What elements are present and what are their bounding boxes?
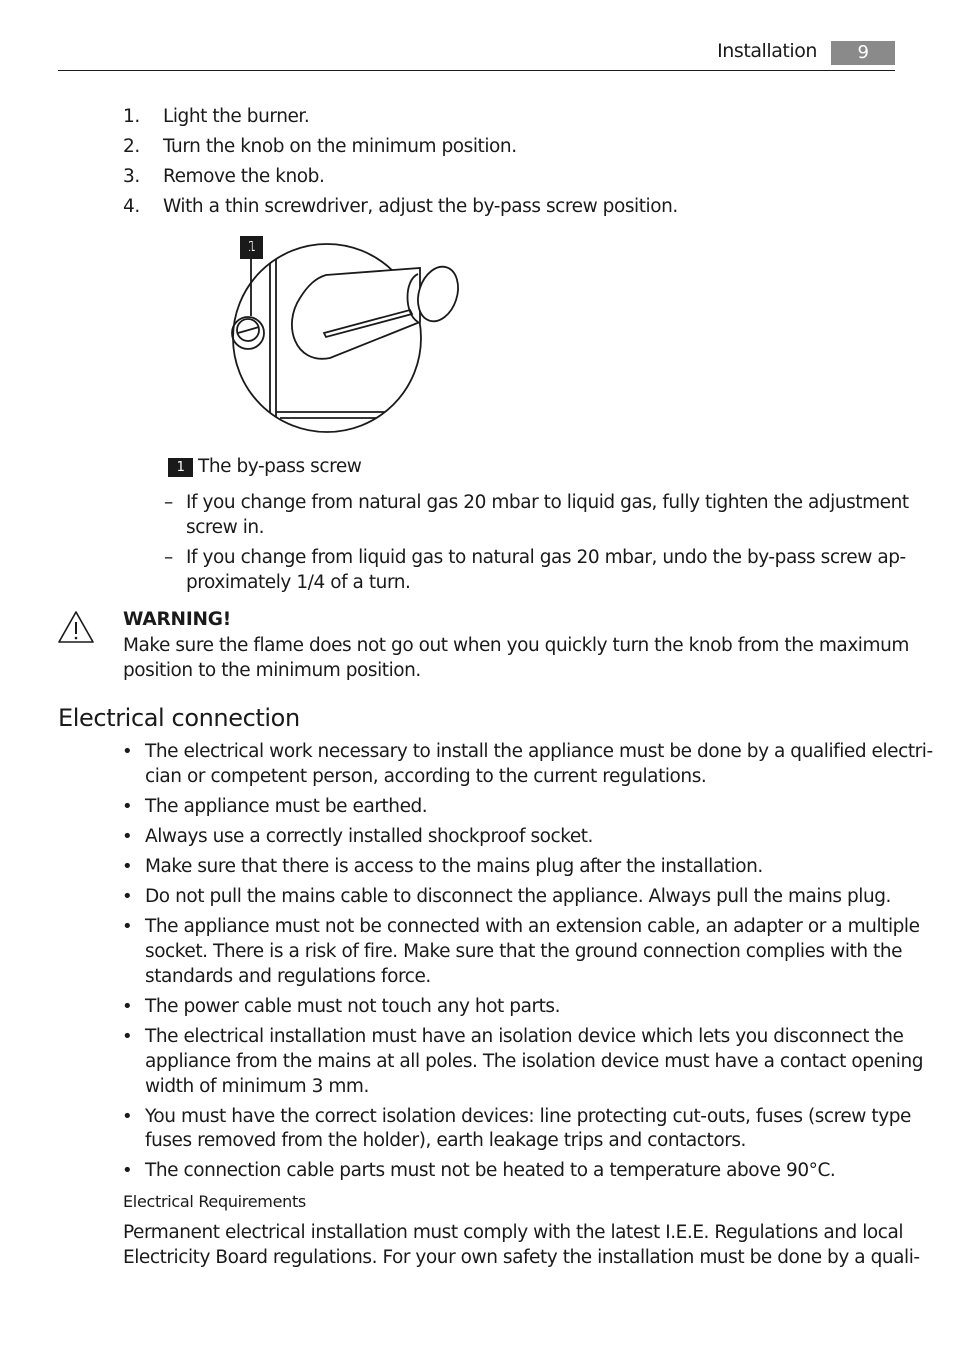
step-number: 3. [123,166,140,187]
warning-triangle-icon [56,609,96,645]
bullet-6-line-3: standards and regulations force. [145,966,431,987]
warning-line-1: Make sure the flame does not go out when you quickly turn the knob from the maximum [123,635,909,656]
page-number: 9 [831,41,895,65]
paragraph-line-2: Electricity Board regulations. For your own safety the installation must be done by a quali- [123,1247,920,1268]
step-text: With a thin screwdriver, adjust the by-pass screw position. [163,196,678,217]
bullet-8-line-2: appliance from the mains at all poles. The isolation device must have a contact opening [145,1051,924,1072]
bullet-mark: • [122,1026,133,1047]
paragraph-line-1: Permanent electrical installation must comply with the latest I.E.E. Regulations and local [123,1222,904,1243]
figure-callout: 1 [240,236,263,259]
bullet-mark: • [122,916,133,937]
bullet-8-line-3: width of minimum 3 mm. [145,1076,369,1097]
bullet-5-line-1: Do not pull the mains cable to disconnect the appliance. Always pull the mains plug. [145,886,891,907]
step-text: Remove the knob. [163,166,325,187]
dash-item-1-line-1: If you change from natural gas 20 mbar to liquid gas, fully tighten the adjustment [186,492,909,513]
bullet-3-line-1: Always use a correctly installed shockproof socket. [145,826,593,847]
step-number: 1. [123,106,140,127]
step-text: Light the burner. [163,106,310,127]
bullet-9-line-1: You must have the correct isolation devices: line protecting cut-outs, fuses (screw type [145,1106,911,1127]
bullet-mark: • [122,741,133,762]
bullet-4-line-1: Make sure that there is access to the mains plug after the installation. [145,856,763,877]
header-title: Installation [717,40,817,62]
dash-mark: – [164,492,173,513]
subhead-electrical-requirements: Electrical Requirements [123,1192,306,1211]
warning-line-2: position to the minimum position. [123,660,421,681]
dash-item-1-line-2: screw in. [186,517,265,538]
bullet-1-line-1: The electrical work necessary to install the appliance must be done by a qualified electri- [145,741,933,762]
bullet-mark: • [122,796,133,817]
step-text: Turn the knob on the minimum position. [163,136,517,157]
bullet-mark: • [122,856,133,877]
legend-text: The by-pass screw [198,456,362,477]
section-title: Electrical connection [58,704,300,732]
bullet-10-line-1: The connection cable parts must not be heated to a temperature above 90°C. [145,1160,836,1181]
bullet-mark: • [122,886,133,907]
bullet-mark: • [122,1106,133,1127]
bullet-2-line-1: The appliance must be earthed. [145,796,428,817]
bullet-8-line-1: The electrical installation must have an isolation device which lets you disconnect the [145,1026,904,1047]
bullet-9-line-2: fuses removed from the holder), earth leakage trips and contactors. [145,1130,746,1151]
step-number: 4. [123,196,140,217]
warning-title: WARNING! [123,609,232,630]
bullet-7-line-1: The power cable must not touch any hot parts. [145,996,561,1017]
dash-item-2-line-1: If you change from liquid gas to natural gas 20 mbar, undo the by-pass screw ap- [186,547,906,568]
header-rule [58,70,895,71]
dash-item-2-line-2: proximately 1/4 of a turn. [186,572,411,593]
bullet-6-line-2: socket. There is a risk of fire. Make sure that the ground connection complies with the [145,941,903,962]
bullet-1-line-2: cian or competent person, according to the current regulations. [145,766,707,787]
dash-mark: – [164,547,173,568]
step-number: 2. [123,136,140,157]
bullet-mark: • [122,1160,133,1181]
bullet-mark: • [122,826,133,847]
bullet-6-line-1: The appliance must not be connected with an extension cable, an adapter or a multiple [145,916,920,937]
bullet-mark: • [122,996,133,1017]
legend-number: 1 [168,458,193,477]
bypass-screw-illustration [220,230,480,445]
